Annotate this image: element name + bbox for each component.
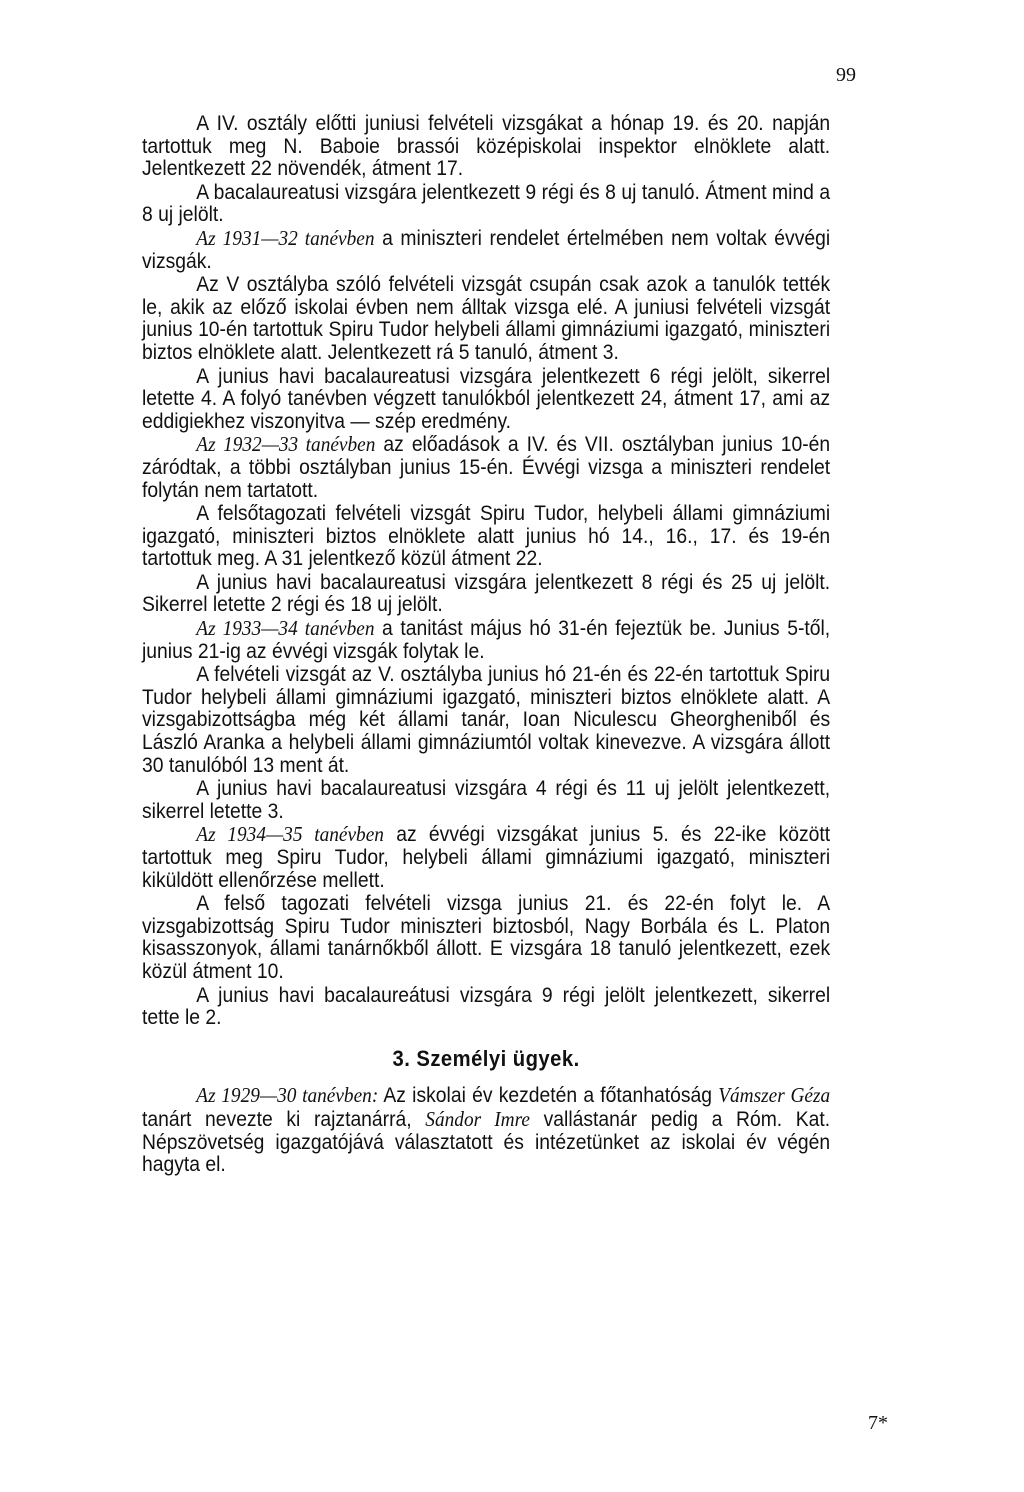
paragraph: Az 1934—35 tanévben az évvégi vizsgákat junius 5. és 22-ike között tartottuk meg Spiru Tudor, helybeli állami gimnáziumi igazgató, miniszteri kiküldött ellenőrzése mellett.: [142, 822, 831, 892]
section-heading: 3. Személyi ügyek.: [392, 1045, 580, 1071]
paragraph: A IV. osztály előtti juniusi felvételi vizsgákat a hónap 19. és 20. napján tartottuk meg N. Baboie brassói középiskolai inspektor elnöklete alatt. Jelentkezett 22 növendék, átment 17.: [142, 112, 831, 181]
page-number: 99: [836, 64, 856, 86]
body-text: [142, 112, 830, 1177]
paragraph: Az V osztályba szóló felvételi vizsgát csupán csak azok a tanulók tették le, akik az előző iskolai évben nem álltak vizsga elé. A juniusi felvételi vizsgát junius 10-én tartottuk Spiru Tudor helybeli állami gimnáziumi igazgató, miniszteri biztos elnöklete alatt. Jelentkezett rá 5 tanuló, átment 3.: [142, 273, 831, 364]
paragraph: Az 1931—32 tanévben a miniszteri rendelet értelmében nem voltak évvégi vizsgák.: [142, 225, 831, 273]
personal-affairs-paragraph: Az 1929—30 tanévben: Az iskolai év kezdetén a főtanhatóság Vámszer Géza tanárt nevezte ki rajztanárrá, Sándor Imre vallástanár pedig a Róm. Kat. Népszövetség igazgatójává választatott és intézetünket az iskolai év végén hagyta el.: [142, 1083, 831, 1177]
paragraph: A felvételi vizsgát az V. osztályba junius hó 21-én és 22-én tartottuk Spiru Tudor helybeli állami gimnáziumi igazgató, miniszteri biztos elnöklete alatt. A vizsgabizottságba még két állami tanár, Ioan Niculescu Gheorgheniből és László Aranka a helybeli állami gimnáziumtól voltak kinevezve. A vizsgára állott 30 tanulóból 13 ment át.: [142, 663, 831, 777]
paragraph: Az 1933—34 tanévben a tanitást május hó 31-én fejeztük be. Junius 5-től, junius 21-ig az évvégi vizsgák folytak le.: [142, 616, 831, 663]
signature-mark: 7*: [868, 1412, 888, 1434]
paragraph: A junius havi bacalaureatusi vizsgára jelentkezett 8 régi és 25 uj jelölt. Sikerrel letette 2 régi és 18 uj jelölt.: [142, 570, 831, 617]
paragraph: Az 1932—33 tanévben az előadások a IV. és VII. osztályban junius 10-én záródtak, a többi osztályban junius 15-én. Évvégi vizsga a miniszteri rendelet folytán nem tartatott.: [142, 432, 831, 502]
paragraph: A bacalaureatusi vizsgára jelentkezett 9 régi és 8 uj tanuló. Átment mind a 8 uj jelölt.: [142, 180, 831, 227]
paragraph: A junius havi bacalaureatusi vizsgára 4 régi és 11 uj jelölt jelentkezett, sikerrel letette 3.: [142, 777, 831, 823]
paragraph: A junius havi bacalaureátusi vizsgára 9 régi jelölt jelentkezett, sikerrel tette le 2.: [142, 983, 831, 1030]
paragraph: A felsőtagozati felvételi vizsgát Spiru Tudor, helybeli állami gimnáziumi igazgató, miniszteri biztos elnöklete alatt junius hó 14., 16., 17. és 19-én tartottuk meg. A 31 jelentkező közül átment 22.: [142, 502, 831, 571]
paragraph: A felső tagozati felvételi vizsga junius 21. és 22-én folyt le. A vizsgabizottság Spiru Tudor miniszteri biztosból, Nagy Borbála és L. Platon kisasszonyok, állami tanárnőkből állott. E vizsgára 18 tanuló jelentkezett, ezek közül átment 10.: [142, 892, 831, 983]
paragraph: A junius havi bacalaureatusi vizsgára jelentkezett 6 régi jelölt, sikerrel letette 4. A folyó tanévben végzett tanulókból jelentkezett 24, átment 17, ami az eddigiekhez viszonyitva — szép eredmény.: [142, 364, 831, 433]
